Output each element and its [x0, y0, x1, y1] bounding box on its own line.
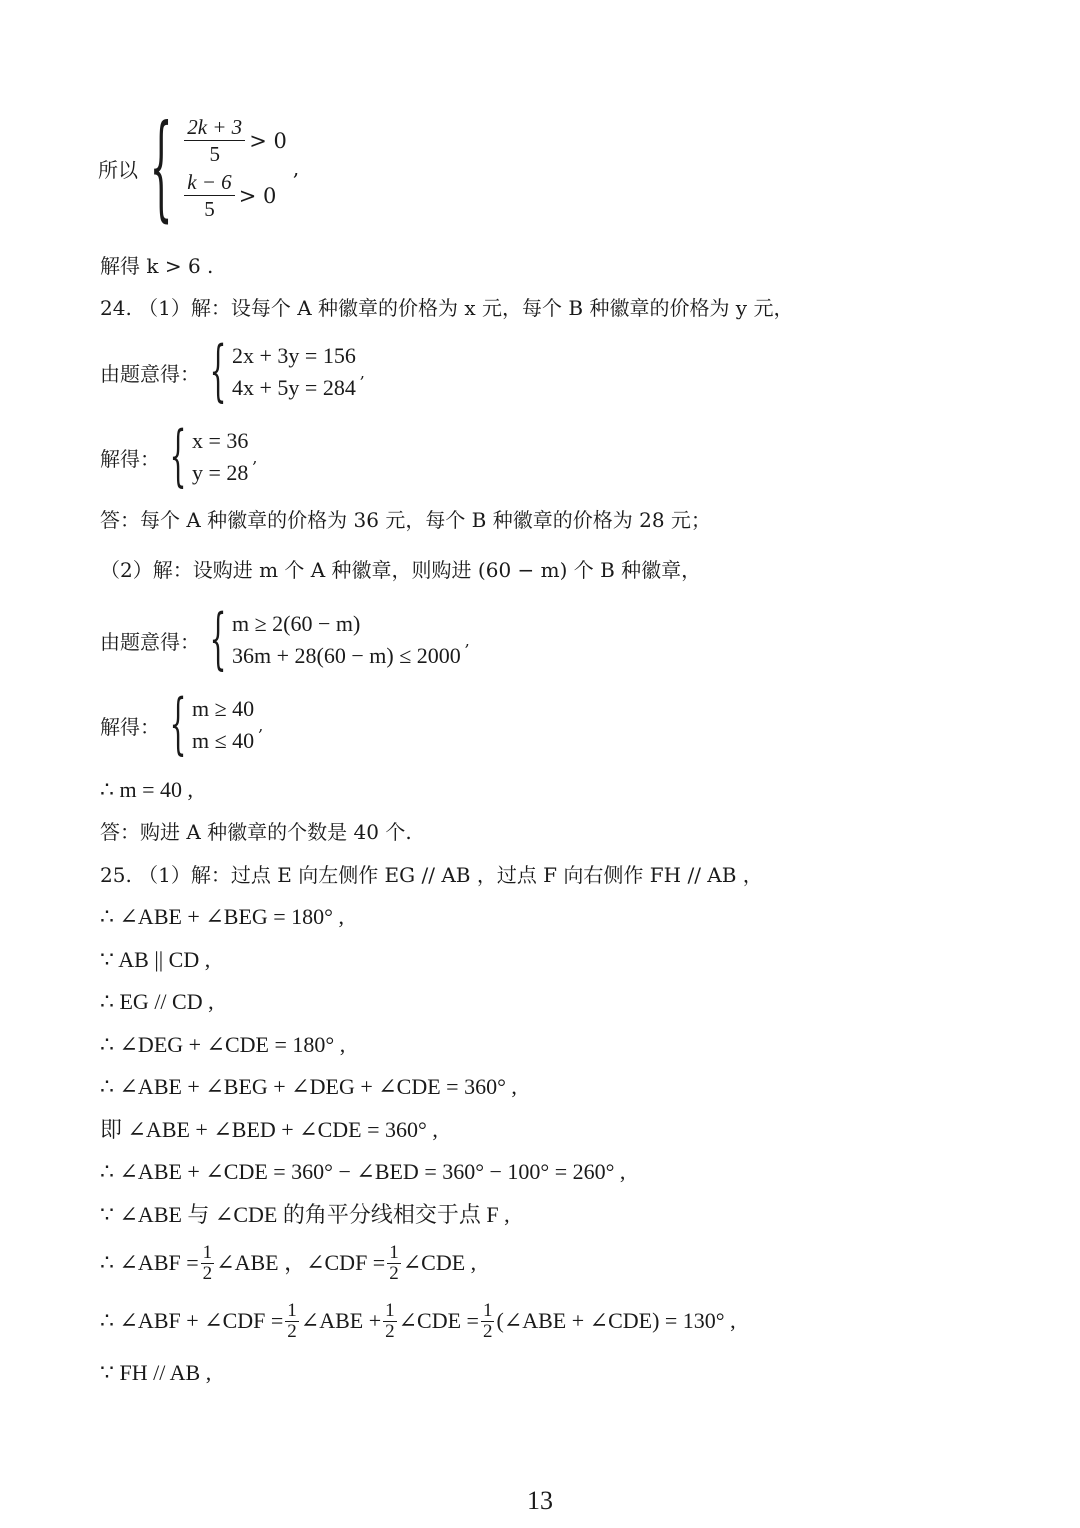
left-brace-icon: {: [169, 418, 187, 495]
step-line: ∴ ∠ABE + ∠CDE = 360° − ∠BED = 360° − 100° = 260° ,: [100, 1159, 626, 1184]
bisector-step-line: ∴ ∠ABF = $\frac{1}{2}$ ∠ABE ，∠CDF = $\frac{1}{2}$ ∠CDE ,: [100, 1241, 477, 1284]
half-fraction: $\frac{1}{2}$: [482, 1299, 493, 1342]
suoyi-system: 所以 { $\frac{2k + 3}{5}$ > 0 $\frac{k - 6}{5}$ > 0 ,: [98, 101, 300, 235]
left-brace-icon: {: [169, 686, 187, 763]
m-result-line: ∴ m = 40 ,: [100, 777, 194, 802]
half-fraction: $\frac{1}{2}$: [202, 1241, 213, 1284]
fraction: $\frac{2k + 3}{5}$: [184, 114, 245, 167]
sum-step-line: ∴ ∠ABF + ∠CDF = $\frac{1}{2}$ ∠ABE + $\frac{1}{2}$ ∠CDE = $\frac{1}{2}$ (∠ABE + ∠CDE) = 130° ,: [100, 1299, 736, 1342]
equation-row: 4x + 5y = 284: [232, 375, 356, 400]
answer-2-line: 答：购进 A 种徽章的个数是 40 个.: [100, 820, 412, 844]
step-line: ∵ AB || CD ,: [100, 947, 211, 972]
equation-row: y = 28: [192, 460, 249, 485]
answer-1-line: 答：每个 A 种徽章的价格为 36 元，每个 B 种徽章的价格为 28 元；: [100, 508, 711, 532]
system-label: 由题意得：: [100, 629, 200, 654]
q24-part1-line: 24. （1）解：设每个 A 种徽章的价格为 x 元，每个 B 种徽章的价格为 y 元，: [100, 296, 794, 320]
equation-row: 2x + 3y = 156: [232, 343, 356, 368]
step-line: ∵ FH // AB ,: [100, 1360, 212, 1385]
half-fraction: $\frac{1}{2}$: [385, 1299, 395, 1342]
half-fraction: $\frac{1}{2}$: [287, 1299, 297, 1342]
q24-part2-line: （2）解：设购进 m 个 A 种徽章，则购进 (60 − m) 个 B 种徽章，: [100, 558, 702, 582]
suoyi-rows: [184, 114, 287, 222]
step-line: ∴ ∠ABE + ∠BEG + ∠DEG + ∠CDE = 360° ,: [100, 1074, 517, 1099]
half-fraction: $\frac{1}{2}$: [389, 1241, 399, 1284]
fraction: $\frac{k - 6}{5}$: [184, 169, 235, 222]
left-brace-icon: {: [209, 333, 227, 410]
equation-system-1: 由题意得： { 2x + 3y = 156 4x + 5y = 284 ,: [100, 333, 365, 410]
inequality-row: 36m + 28(60 − m) ≤ 2000: [232, 643, 461, 668]
k-result-line: 解得 k > 6 .: [100, 254, 214, 278]
step-line: 即 ∠ABE + ∠BED + ∠CDE = 360° ,: [100, 1117, 438, 1142]
q25-part1-line: 25. （1）解：过点 E 向左侧作 EG // AB ，过点 F 向右侧作 FH // AB ，: [100, 863, 763, 887]
step-line: ∴ ∠DEG + ∠CDE = 180° ,: [100, 1032, 346, 1057]
inequality-row: m ≤ 40: [192, 728, 255, 753]
step-line: ∴ ∠ABE + ∠BEG = 180° ,: [100, 904, 344, 929]
equation-system-2: 解得： { x = 36 y = 28 ,: [100, 418, 258, 495]
system-label: 解得：: [100, 446, 160, 471]
left-brace-icon: {: [149, 101, 173, 235]
suoyi-label: 所以: [98, 157, 138, 182]
step-line: ∵ ∠ABE 与 ∠CDE 的角平分线相交于点 F ,: [100, 1202, 510, 1227]
system-label: 由题意得：: [100, 361, 200, 386]
suoyi-row-1: $\frac{2k + 3}{5}$ > 0: [184, 114, 287, 167]
suoyi-row-2: $\frac{k - 6}{5}$ > 0: [184, 169, 287, 222]
inequality-system-2: 解得： { m ≥ 40 m ≤ 40 ,: [100, 686, 264, 763]
system-label: 解得：: [100, 714, 160, 739]
inequality-row: m ≥ 2(60 − m): [232, 611, 361, 636]
equation-row: x = 36: [192, 428, 249, 453]
left-brace-icon: {: [209, 601, 227, 678]
inequality-system-1: 由题意得： { m ≥ 2(60 − m) 36m + 28(60 − m) ≤ 2000 ,: [100, 601, 470, 678]
page-number: 13: [527, 1486, 553, 1515]
inequality-row: m ≥ 40: [192, 696, 255, 721]
step-line: ∴ EG // CD ,: [100, 989, 214, 1014]
